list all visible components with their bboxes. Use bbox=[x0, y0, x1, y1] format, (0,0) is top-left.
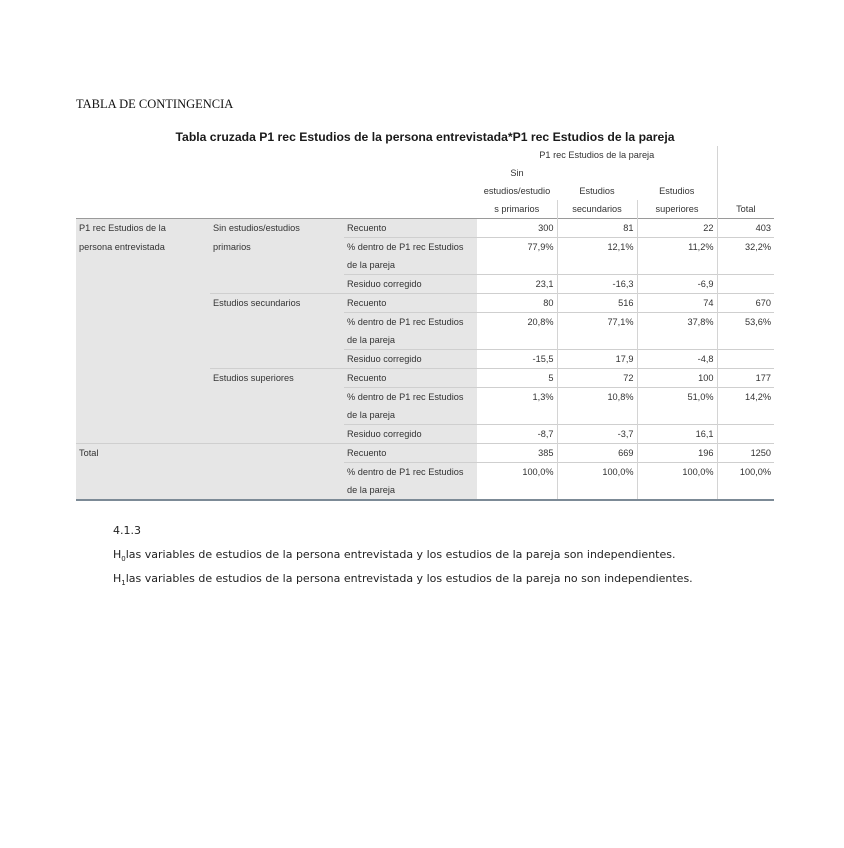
stat-label: Recuento bbox=[344, 444, 477, 463]
stat-label: % dentro de P1 rec Estudios bbox=[344, 388, 477, 407]
cell-value: 100,0% bbox=[557, 463, 637, 482]
total-label: Total bbox=[76, 444, 210, 463]
cell-value: 300 bbox=[477, 219, 557, 238]
stat-label: % dentro de P1 rec Estudios bbox=[344, 463, 477, 482]
col-header-line: s primarios bbox=[494, 204, 540, 214]
col-header-line: Sin bbox=[510, 168, 524, 178]
cell-value: 11,2% bbox=[637, 238, 717, 257]
table-row bbox=[76, 219, 774, 238]
stat-label: de la pareja bbox=[344, 256, 477, 275]
cell-value: 32,2% bbox=[717, 238, 774, 257]
cell-value: -8,7 bbox=[477, 425, 557, 444]
table-title: Tabla cruzada P1 rec Estudios de la persona entrevistada*P1 rec Estudios de la pareja bbox=[175, 130, 675, 144]
cell-value: 1250 bbox=[717, 444, 774, 463]
col-header-line: secundarios bbox=[557, 200, 637, 219]
cell-value: -3,7 bbox=[557, 425, 637, 444]
cell-value: 74 bbox=[637, 294, 717, 313]
cell-value: -6,9 bbox=[637, 275, 717, 294]
document-heading: TABLA DE CONTINGENCIA bbox=[76, 97, 234, 111]
table-row bbox=[76, 406, 774, 425]
cell-value: 5 bbox=[477, 369, 557, 388]
cell-value: 20,8% bbox=[477, 313, 557, 332]
table-row bbox=[76, 425, 774, 444]
h1-text: las variables de estudios de la persona entrevistada y los estudios de la pareja no son independientes. bbox=[125, 572, 693, 585]
table-row-total bbox=[76, 444, 774, 463]
table-row bbox=[76, 388, 774, 407]
cell-value: -16,3 bbox=[557, 275, 637, 294]
stat-label: Residuo corregido bbox=[344, 275, 477, 294]
table-row bbox=[76, 256, 774, 275]
table-row bbox=[76, 369, 774, 388]
cell-value: 80 bbox=[477, 294, 557, 313]
cell-value: 12,1% bbox=[557, 238, 637, 257]
row-var-label: persona entrevistada bbox=[76, 238, 210, 257]
cell-value: 72 bbox=[557, 369, 637, 388]
cell-value: 53,6% bbox=[717, 313, 774, 332]
table-row bbox=[76, 463, 774, 482]
h1-symbol: H bbox=[113, 572, 122, 585]
table-row bbox=[76, 481, 774, 500]
col-header-line: superiores bbox=[637, 200, 717, 219]
cell-value: 100,0% bbox=[477, 463, 557, 482]
h0-symbol: H bbox=[113, 548, 122, 561]
group-label: Sin estudios/estudios bbox=[210, 219, 344, 238]
stat-label: de la pareja bbox=[344, 406, 477, 425]
cell-value: 669 bbox=[557, 444, 637, 463]
cell-value: 100,0% bbox=[637, 463, 717, 482]
h0-text: las variables de estudios de la persona entrevistada y los estudios de la pareja son independientes. bbox=[125, 548, 676, 561]
cell-value: -4,8 bbox=[637, 350, 717, 369]
stat-label: % dentro de P1 rec Estudios bbox=[344, 313, 477, 332]
row-var-label: P1 rec Estudios de la bbox=[76, 219, 210, 238]
cell-value: 77,9% bbox=[477, 238, 557, 257]
group-label: primarios bbox=[210, 238, 344, 257]
contingency-table bbox=[76, 146, 774, 501]
stat-label: Residuo corregido bbox=[344, 425, 477, 444]
header-row-1 bbox=[76, 164, 774, 182]
cell-value: 100 bbox=[637, 369, 717, 388]
stat-label: Residuo corregido bbox=[344, 350, 477, 369]
cell-value: 22 bbox=[637, 219, 717, 238]
table-row bbox=[76, 275, 774, 294]
stat-label: Recuento bbox=[344, 294, 477, 313]
table-row bbox=[76, 331, 774, 350]
column-group-header: P1 rec Estudios de la pareja bbox=[539, 150, 655, 160]
stat-label: Recuento bbox=[344, 219, 477, 238]
cell-value: 403 bbox=[717, 219, 774, 238]
col-header-total: Total bbox=[717, 200, 774, 219]
cell-value: 10,8% bbox=[557, 388, 637, 407]
table-row bbox=[76, 238, 774, 257]
group-label: Estudios superiores bbox=[210, 369, 344, 388]
cell-value: 177 bbox=[717, 369, 774, 388]
section-number: 4.1.3 bbox=[113, 524, 141, 537]
cell-value: 51,0% bbox=[637, 388, 717, 407]
hypothesis-h0 bbox=[113, 548, 675, 563]
cell-value: 196 bbox=[637, 444, 717, 463]
col-header-line: Estudios bbox=[579, 186, 615, 196]
table-row bbox=[76, 350, 774, 369]
cell-value: 81 bbox=[557, 219, 637, 238]
cell-value: 670 bbox=[717, 294, 774, 313]
stat-label: % dentro de P1 rec Estudios bbox=[344, 238, 477, 257]
cell-value: 1,3% bbox=[477, 388, 557, 407]
h1-subscript: 1 bbox=[121, 579, 126, 588]
hypothesis-h1 bbox=[113, 572, 693, 587]
col-header-line: estudios/estudio bbox=[483, 186, 551, 196]
stat-label: de la pareja bbox=[344, 331, 477, 350]
cell-value: 14,2% bbox=[717, 388, 774, 407]
h0-subscript: 0 bbox=[121, 555, 126, 564]
cell-value: -15,5 bbox=[477, 350, 557, 369]
cell-value: 516 bbox=[557, 294, 637, 313]
cell-value: 37,8% bbox=[637, 313, 717, 332]
cell-value: 17,9 bbox=[557, 350, 637, 369]
table-row bbox=[76, 294, 774, 313]
header-row-group bbox=[76, 146, 774, 164]
stat-label: Recuento bbox=[344, 369, 477, 388]
group-label: Estudios secundarios bbox=[210, 294, 344, 313]
header-row-3 bbox=[76, 200, 774, 219]
cell-value: 100,0% bbox=[717, 463, 774, 482]
header-row-2 bbox=[76, 182, 774, 200]
col-header-line: Estudios bbox=[659, 186, 695, 196]
cell-value: 385 bbox=[477, 444, 557, 463]
cell-value: 16,1 bbox=[637, 425, 717, 444]
stat-label: de la pareja bbox=[344, 481, 477, 500]
cell-value: 77,1% bbox=[557, 313, 637, 332]
cell-value: 23,1 bbox=[477, 275, 557, 294]
table-row bbox=[76, 313, 774, 332]
